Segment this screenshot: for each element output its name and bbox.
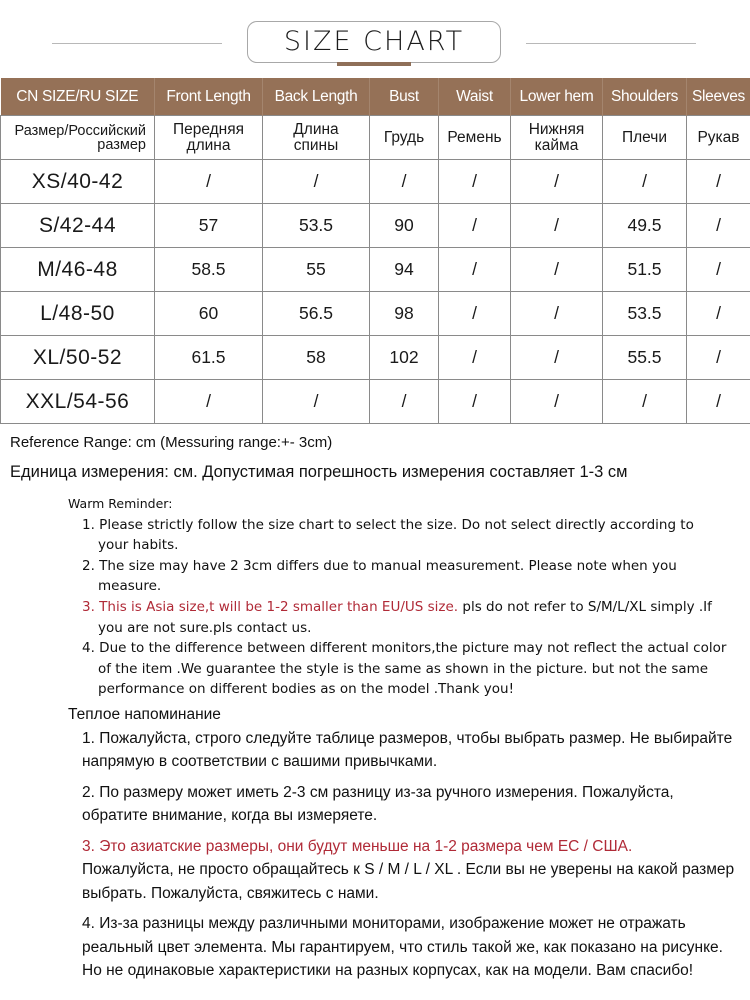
- col-header: Front Length: [155, 78, 263, 116]
- warning-text: 3. Это азиатские размеры, они будут меньше на 1-2 размера чем ЕС / США.: [82, 837, 633, 855]
- measurement-cell: /: [687, 292, 750, 336]
- header-row-ru: [1, 116, 750, 160]
- measurement-cell: 55.5: [603, 336, 687, 380]
- measurement-cell: /: [370, 160, 439, 204]
- measurement-cell: /: [155, 160, 263, 204]
- measurement-cell: 51.5: [603, 248, 687, 292]
- title-rule-right: [526, 43, 696, 44]
- measurement-cell: 61.5: [155, 336, 263, 380]
- measurement-cell: 102: [370, 336, 439, 380]
- measurement-cell: /: [687, 248, 750, 292]
- unit-note-ru: Единица измерения: см. Допустимая погрешность измерения составляет 1-3 см: [10, 463, 628, 481]
- measurement-cell: 58.5: [155, 248, 263, 292]
- col-header: Shoulders: [603, 78, 687, 116]
- measurement-cell: /: [439, 204, 511, 248]
- table-row: [1, 248, 750, 292]
- table-row: [1, 292, 750, 336]
- measurement-cell: /: [511, 336, 603, 380]
- measurement-cell: 90: [370, 204, 439, 248]
- table-row: [1, 380, 750, 424]
- reminder-item: 4. Из-за разницы между различными мониторами, изображение может не отражать реальный цвет элемента. Мы гарантируем, что стиль такой же, как показано на рисунке. Но не одинаковые характеристики на разных корпусах, как на модели. Вам спасибо!: [82, 915, 723, 979]
- measurement-cell: /: [511, 248, 603, 292]
- measurement-cell: 53.5: [263, 204, 370, 248]
- reminder-item: 4. Due to the difference between different monitors,the picture may not reflect the actual color of the item .We guarantee the style is the same as shown in the picture. but not the same performance on different bodies as on the model .Thank you!: [82, 640, 727, 698]
- measurement-cell: 58: [263, 336, 370, 380]
- reminder-heading: Warm Reminder:: [68, 496, 173, 511]
- warm-reminder-ru: [68, 703, 743, 983]
- measurement-cell: 49.5: [603, 204, 687, 248]
- col-header-ru: Передняя длина: [155, 116, 263, 160]
- size-label-cell: L/48-50: [1, 292, 155, 336]
- measurement-cell: 94: [370, 248, 439, 292]
- measurement-cell: /: [439, 380, 511, 424]
- col-header: Back Length: [263, 78, 370, 116]
- col-header-ru: Размер/Российский размер: [1, 116, 155, 160]
- measurement-cell: /: [439, 336, 511, 380]
- col-header: CN SIZE/RU SIZE: [1, 78, 155, 116]
- measurement-cell: /: [687, 380, 750, 424]
- col-header-ru: Грудь: [370, 116, 439, 160]
- measurement-cell: /: [439, 292, 511, 336]
- measurement-cell: 98: [370, 292, 439, 336]
- measurement-cell: /: [603, 160, 687, 204]
- measurement-cell: /: [439, 248, 511, 292]
- col-header-ru: Плечи: [603, 116, 687, 160]
- col-header: Bust: [370, 78, 439, 116]
- size-label-cell: S/42-44: [1, 204, 155, 248]
- measurement-cell: 60: [155, 292, 263, 336]
- header-row-en: [1, 78, 750, 116]
- measurement-cell: /: [439, 160, 511, 204]
- size-label-cell: M/46-48: [1, 248, 155, 292]
- col-header-ru: Длина спины: [263, 116, 370, 160]
- size-label-cell: XXL/54-56: [1, 380, 155, 424]
- measurement-cell: /: [511, 204, 603, 248]
- measurement-cell: /: [263, 160, 370, 204]
- reminder-heading: Теплое напоминание: [68, 706, 221, 723]
- title-accent-bar: [337, 62, 411, 66]
- measurement-cell: 56.5: [263, 292, 370, 336]
- measurement-cell: 55: [263, 248, 370, 292]
- size-table: [0, 78, 750, 424]
- reminder-item: 3. Это азиатские размеры, они будут меньше на 1-2 размера чем ЕС / США. Пожалуйста, не просто обращайтесь к S / M / L / XL . Если вы не уверены на какой размер выбрать. Пожалуйста, свяжитесь с нами.: [82, 835, 743, 906]
- measurement-cell: /: [687, 160, 750, 204]
- measurement-cell: 53.5: [603, 292, 687, 336]
- measurement-cell: /: [155, 380, 263, 424]
- warm-reminder-en: [68, 494, 728, 700]
- warning-text: 3. This is Asia size,t will be 1-2 smaller than EU/US size.: [82, 598, 459, 615]
- reminder-item: 1. Please strictly follow the size chart to select the size. Do not select directly according to your habits.: [82, 516, 694, 554]
- page-title: SIZE CHART: [247, 21, 501, 63]
- measurement-cell: /: [687, 204, 750, 248]
- measurement-cell: /: [511, 160, 603, 204]
- col-header-ru: Нижняя кайма: [511, 116, 603, 160]
- measurement-cell: /: [370, 380, 439, 424]
- table-row: [1, 204, 750, 248]
- col-header: Sleeves: [687, 78, 750, 116]
- reminder-item: 2. The size may have 2 3cm differs due to manual measurement. Please note when you measure.: [82, 557, 677, 595]
- measurement-cell: /: [603, 380, 687, 424]
- size-label-cell: XS/40-42: [1, 160, 155, 204]
- measurement-cell: 57: [155, 204, 263, 248]
- size-label-cell: XL/50-52: [1, 336, 155, 380]
- table-body: [1, 160, 750, 424]
- col-header: Lower hem: [511, 78, 603, 116]
- measurement-cell: /: [511, 380, 603, 424]
- table-row: [1, 336, 750, 380]
- reference-range-note: Reference Range: cm (Messuring range:+- 3cm): [10, 434, 333, 451]
- reminder-item: 1. Пожалуйста, строго следуйте таблице размеров, чтобы выбрать размер. Не выбирайте напрямую в соответствии с вашими привычками.: [82, 729, 733, 770]
- col-header-ru: Ремень: [439, 116, 511, 160]
- col-header: Waist: [439, 78, 511, 116]
- col-header-ru: Рукав: [687, 116, 750, 160]
- measurement-cell: /: [511, 292, 603, 336]
- reminder-item: 3. This is Asia size,t will be 1-2 smaller than EU/US size. pls do not refer to S/M/L/XL simply .If you are not sure.pls contact us.: [82, 598, 712, 636]
- title-banner: [0, 20, 750, 66]
- measurement-cell: /: [263, 380, 370, 424]
- table-row: [1, 160, 750, 204]
- reminder-item: 2. По размеру может иметь 2-3 см разницу из-за ручного измерения. Пожалуйста, обратите внимание, когда вы измеряете.: [82, 783, 674, 824]
- measurement-cell: /: [687, 336, 750, 380]
- title-rule-left: [52, 43, 222, 44]
